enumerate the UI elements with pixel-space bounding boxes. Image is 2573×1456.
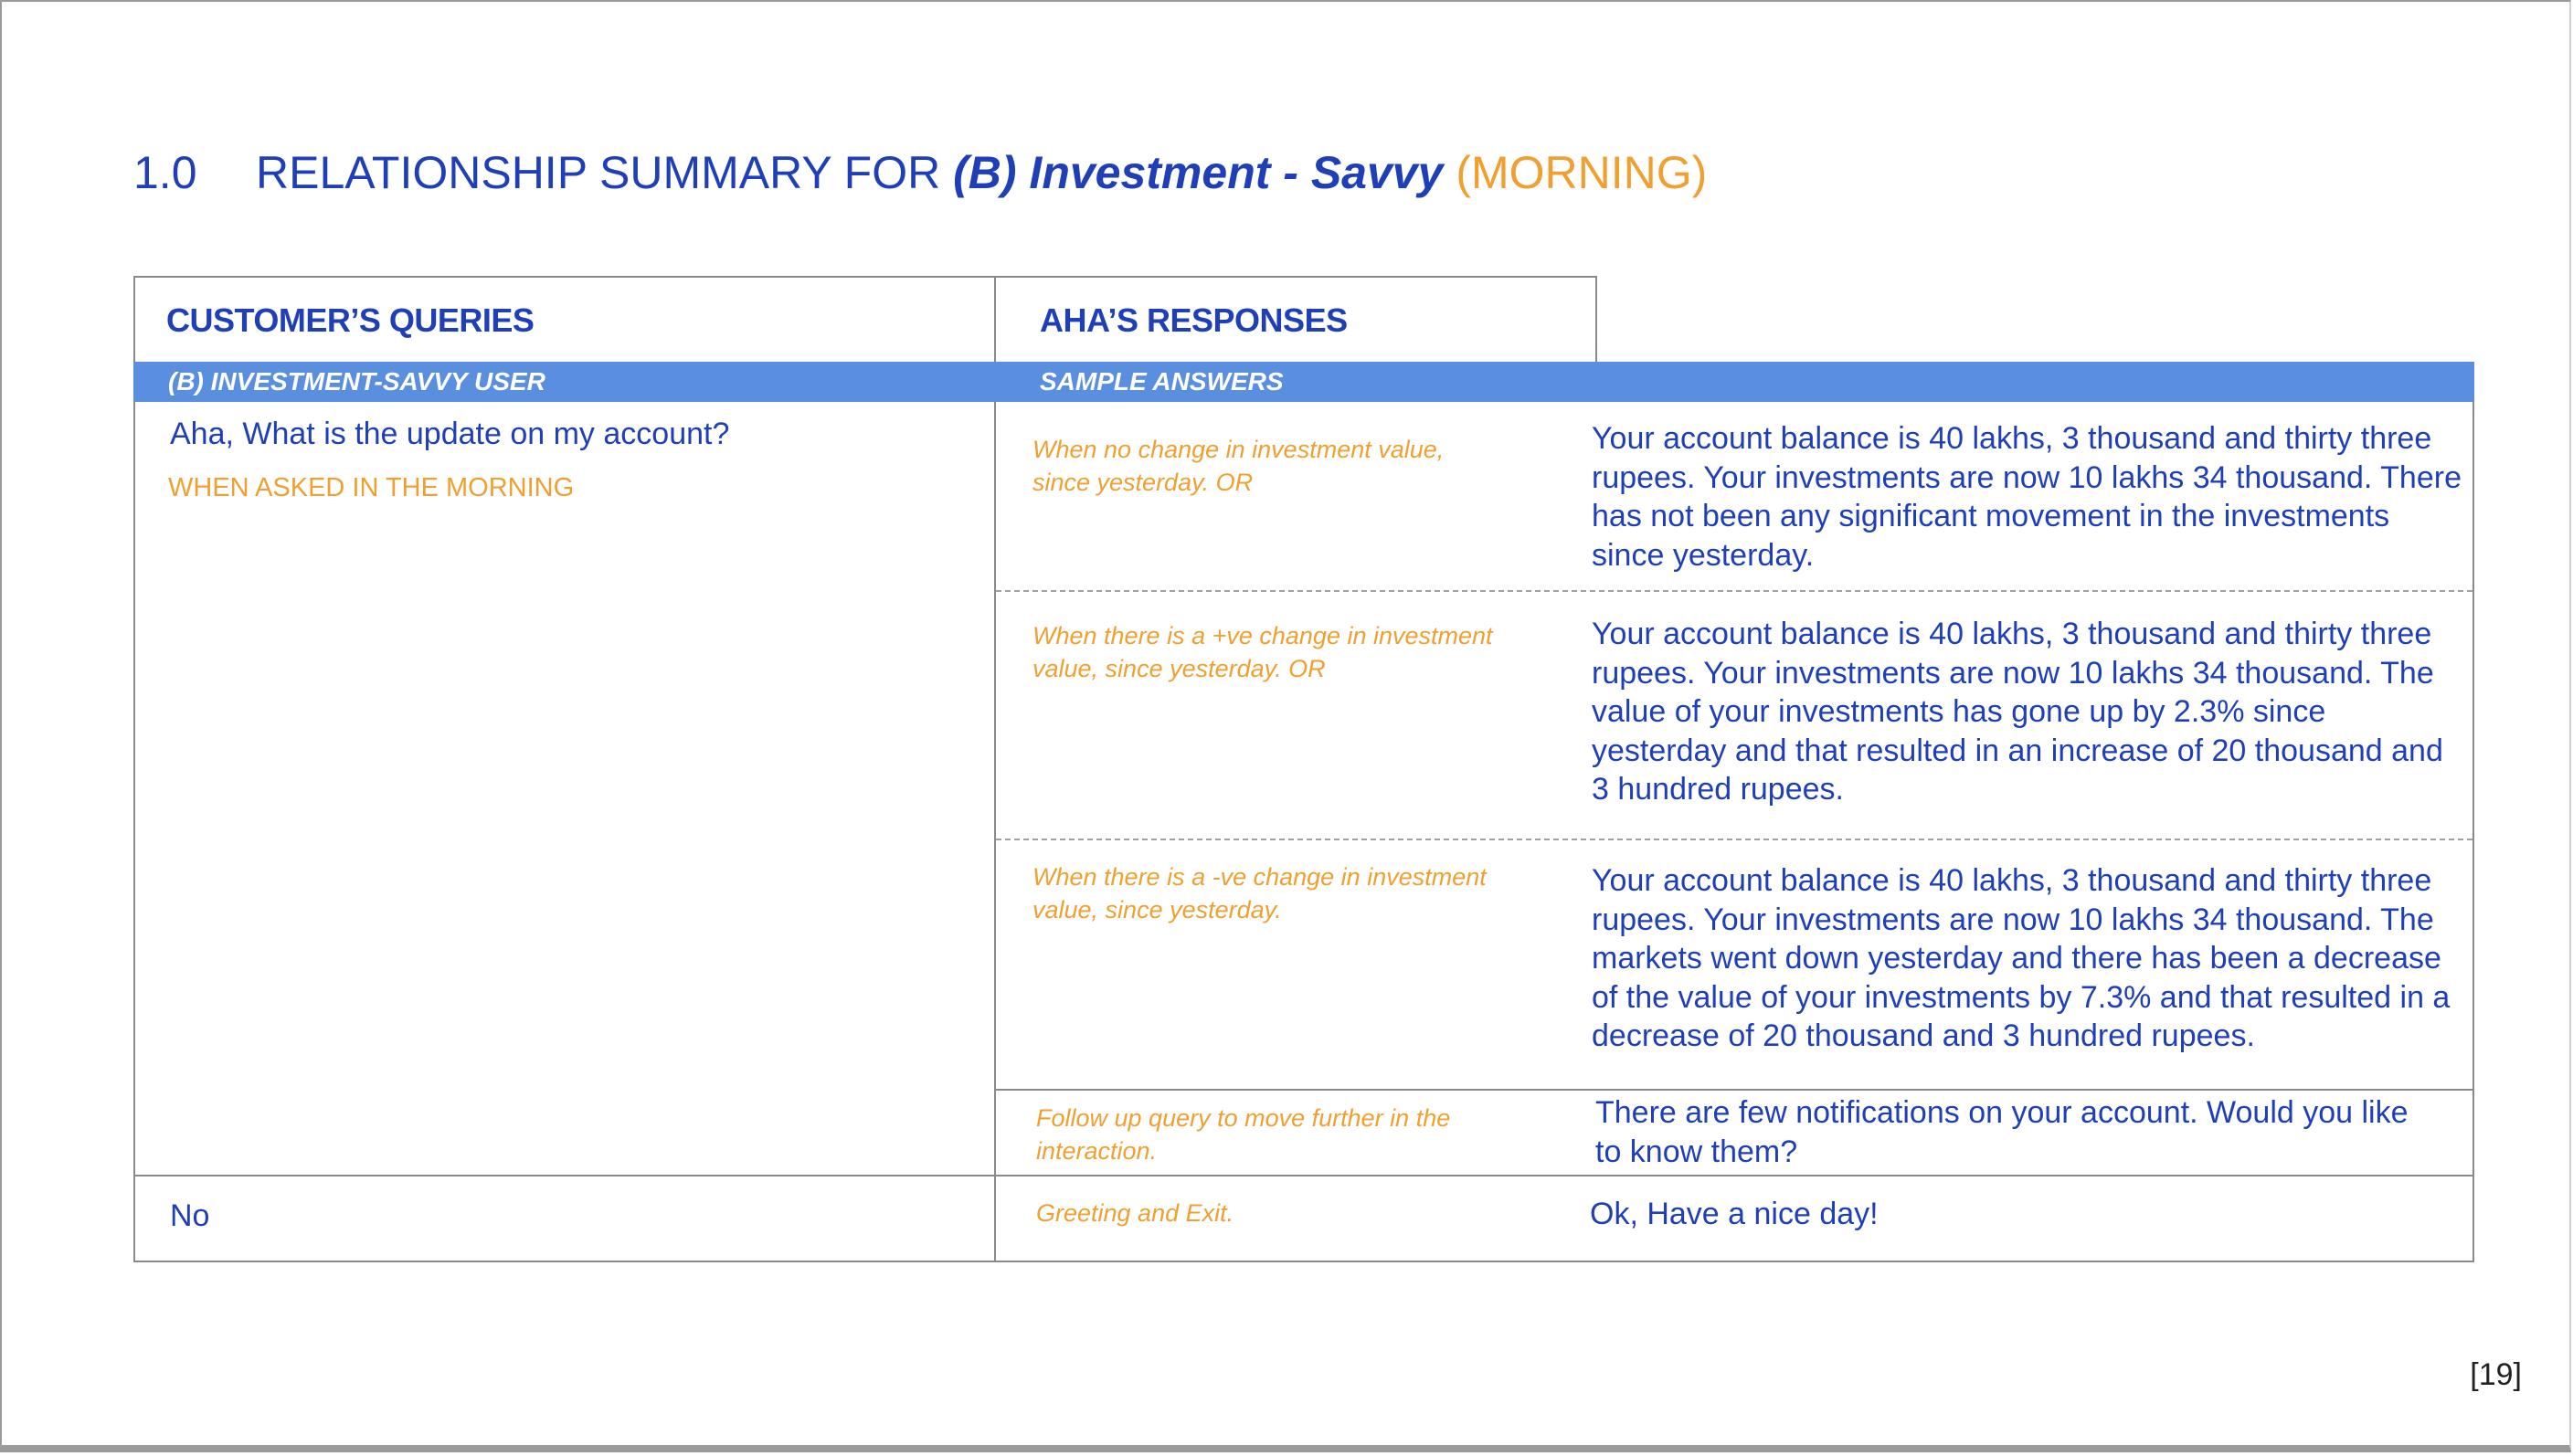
table-top-border bbox=[133, 276, 1597, 278]
response-condition: Greeting and Exit. bbox=[1036, 1199, 1234, 1227]
header-right-border bbox=[1595, 276, 1597, 364]
response-divider bbox=[996, 839, 2472, 840]
response-answer: Ok, Have a nice day! bbox=[1590, 1197, 1879, 1231]
column-divider bbox=[994, 276, 996, 1262]
query-text: No bbox=[170, 1198, 210, 1233]
table-bottom-border bbox=[133, 1261, 2474, 1262]
page-number: [19] bbox=[2470, 1357, 2522, 1392]
query-text: Aha, What is the update on my account? bbox=[170, 417, 730, 451]
section-number: 1.0 bbox=[133, 147, 197, 198]
response-divider bbox=[996, 590, 2472, 592]
query-note: WHEN ASKED IN THE MORNING bbox=[168, 473, 575, 502]
table-right-border bbox=[2472, 362, 2474, 1262]
title-time-of-day: (MORNING) bbox=[1456, 147, 1708, 198]
column-header-queries: CUSTOMER’S QUERIES bbox=[166, 301, 535, 339]
row-divider bbox=[133, 1175, 2474, 1176]
response-answer: Your account balance is 40 lakhs, 3 thousand and thirty three rupees. Your investments are now 10 lakhs 34 thousand. The markets went down yesterday and there has been a decrease of the value of your investments by 7.3% and that resulted in a decrease of 20 thousand and 3 hundred rupees. bbox=[1592, 863, 2451, 1053]
band-label-sample-answers: SAMPLE ANSWERS bbox=[1040, 367, 1284, 396]
response-divider bbox=[994, 1089, 2474, 1091]
title-prefix: RELATIONSHIP SUMMARY FOR bbox=[256, 147, 954, 198]
response-answer: There are few notifications on your account. Would you like to know them? bbox=[1595, 1095, 2409, 1169]
response-condition: When no change in investment value, since yesterday. OR bbox=[1032, 436, 1445, 496]
response-answer: Your account balance is 40 lakhs, 3 thousand and thirty three rupees. Your investments are now 10 lakhs 34 thousand. The value of your investments has gone up by 2.3% since yesterday and that resulted in an increase of 20 thousand and 3 hundred rupees. bbox=[1592, 617, 2443, 807]
page-title bbox=[256, 146, 1707, 199]
table-left-border bbox=[133, 276, 135, 1262]
response-condition: When there is a -ve change in investment value, since yesterday. bbox=[1032, 863, 1487, 923]
title-segment: (B) Investment - Savvy bbox=[953, 147, 1444, 198]
response-answer: Your account balance is 40 lakhs, 3 thousand and thirty three rupees. Your investments are now 10 lakhs 34 thousand. There has not been any significant movement in the investments since yesterday. bbox=[1592, 421, 2462, 573]
band-label-user-type: (B) INVESTMENT-SAVVY USER bbox=[168, 367, 545, 396]
column-header-responses: AHA’S RESPONSES bbox=[1040, 301, 1348, 339]
response-condition: Follow up query to move further in the interaction. bbox=[1036, 1104, 1451, 1165]
response-condition: When there is a +ve change in investment value, since yesterday. OR bbox=[1032, 622, 1493, 682]
